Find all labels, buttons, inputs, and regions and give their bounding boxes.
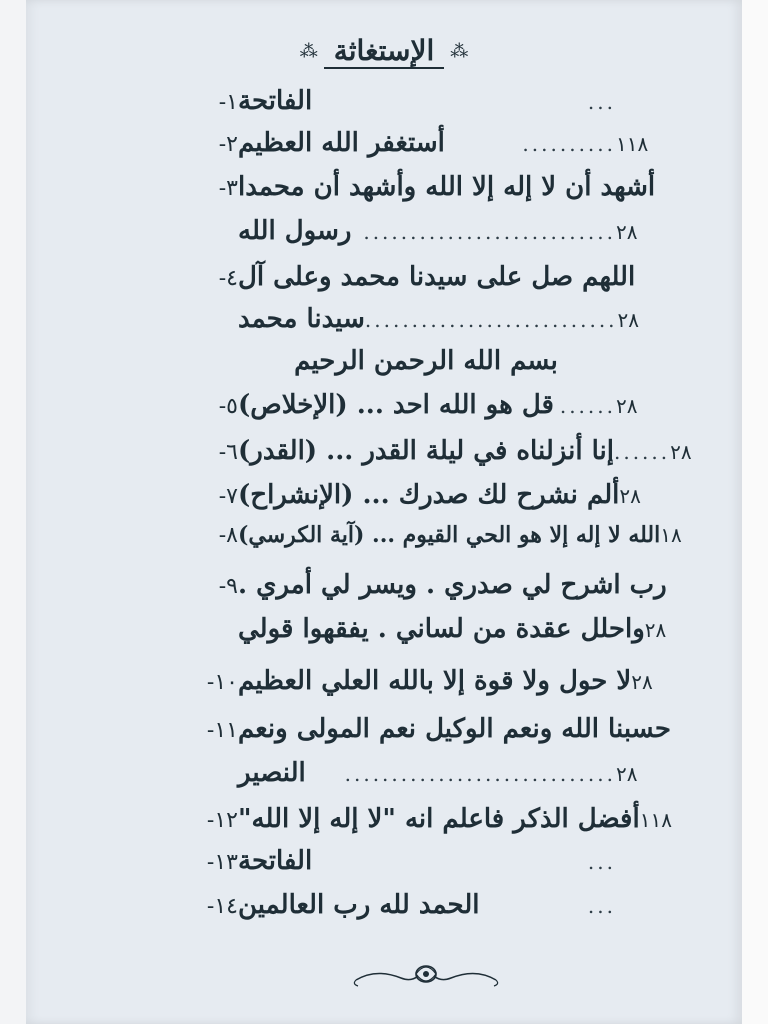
leader-dots: ..........: [522, 132, 616, 156]
list-item: [196, 480, 656, 520]
item-number: ٥-: [218, 394, 238, 419]
footer-ornament-icon: [346, 958, 506, 994]
item-text: واحلل عقدة من لساني . يفقهوا قولي: [238, 614, 645, 644]
page-title: الإستغاثة: [324, 34, 445, 69]
item-text: الفاتحة: [238, 846, 313, 876]
list-item: [196, 436, 692, 476]
item-page: ١٨: [660, 523, 682, 547]
item-page: ٢٨: [617, 308, 640, 332]
list-item: [196, 804, 672, 844]
list-item: [196, 890, 656, 930]
item-number: ٨-: [218, 523, 238, 548]
item-page: ٢٨: [619, 484, 641, 508]
item-number: ٣-: [218, 176, 238, 201]
item-page: ٢٨: [631, 670, 653, 694]
item-page: ٢٨: [616, 762, 638, 786]
item-number: ٢-: [218, 132, 238, 157]
item-text: أفضل الذكر فاعلم انه "لا إله إلا الله": [238, 804, 640, 834]
item-number: ٩-: [218, 574, 238, 599]
leader-dots: ...........................: [363, 220, 616, 244]
page-header: [26, 26, 742, 76]
list-item: [196, 128, 656, 168]
item-text: لا حول ولا قوة إلا بالله العلي العظيم: [238, 666, 632, 696]
list-item: [196, 304, 656, 344]
list-item: [196, 758, 656, 798]
item-text: الحمد لله رب العالمين: [238, 890, 480, 920]
item-text: اللهم صل على سيدنا محمد وعلى آل: [238, 262, 636, 292]
leader-dots: .............................: [344, 762, 616, 786]
item-number: ١٤-: [206, 894, 238, 919]
item-text: أستغفر الله العظيم: [238, 128, 445, 158]
list-item: [196, 666, 656, 706]
list-item: [196, 172, 656, 212]
ornament-left-icon: ⁂: [299, 40, 318, 62]
item-page: ٢٨: [670, 440, 692, 464]
basmala-heading: بسم الله الرحمن الرحيم: [294, 346, 558, 376]
item-text: أشهد أن لا إله إلا الله وأشهد أن محمدا: [238, 172, 656, 202]
item-number: ١-: [218, 90, 238, 115]
leader-dots: ...: [587, 90, 616, 114]
item-number: ٧-: [218, 484, 238, 509]
item-text: قل هو الله احد ... (الإخلاص): [238, 390, 554, 420]
list-item: [196, 216, 656, 256]
item-text: إنا أنزلناه في ليلة القدر ... (القدر): [238, 436, 614, 466]
item-number: ١٢-: [206, 808, 238, 833]
item-page: ٢٨: [616, 220, 638, 244]
item-number: ١٠-: [206, 670, 238, 695]
item-text: سيدنا محمد: [238, 304, 365, 334]
item-text: الفاتحة: [238, 86, 313, 116]
item-text: النصير: [238, 758, 306, 788]
leader-dots: ...........................: [364, 308, 618, 332]
item-text: رب اشرح لي صدري . ويسر لي أمري .: [238, 570, 667, 600]
page-edge: [742, 0, 768, 1024]
item-page: ١١٨: [639, 808, 672, 832]
list-item: [196, 614, 667, 654]
list-item: [196, 846, 656, 886]
list-item: [196, 570, 667, 610]
item-text: الله لا إله إلا هو الحي القيوم ... (آية الكرسي): [238, 522, 661, 548]
leader-dots: ......: [559, 394, 616, 418]
leader-dots: ...: [587, 894, 616, 918]
list-item: [196, 262, 656, 302]
item-number: ٦-: [218, 440, 238, 465]
item-page: ١١٨: [616, 132, 649, 156]
item-text: ألم نشرح لك صدرك ... (الإنشراح): [238, 480, 620, 510]
item-page: ٢٨: [616, 394, 638, 418]
list-item: [196, 86, 656, 126]
document-page: [26, 0, 742, 1024]
leader-dots: ...: [587, 850, 616, 874]
item-text: رسول الله: [238, 216, 352, 246]
list-item: [196, 714, 671, 754]
item-number: ١١-: [206, 718, 238, 743]
item-text: حسبنا الله ونعم الوكيل نعم المولى ونعم: [238, 714, 671, 744]
item-page: ٢٨: [644, 618, 667, 642]
leader-dots: ......: [613, 440, 671, 464]
item-number: ١٣-: [206, 850, 238, 875]
list-item: [196, 522, 682, 562]
list-item: [196, 390, 656, 430]
item-number: ٤-: [218, 266, 238, 291]
ornament-right-icon: ⁂: [450, 40, 469, 62]
